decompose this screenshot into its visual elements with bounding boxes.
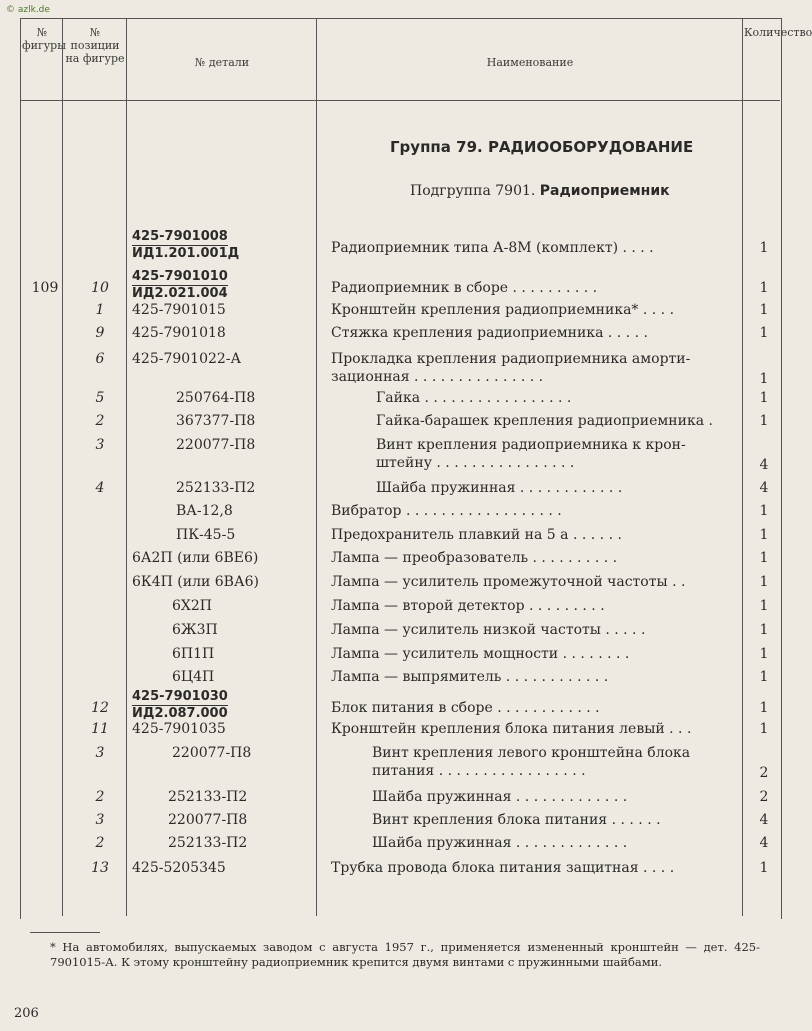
quantity: 2 bbox=[759, 765, 769, 781]
part-number: 6Ж3П bbox=[172, 622, 218, 638]
position-number: 2 bbox=[95, 789, 105, 805]
part-name: Гайка-барашек крепления радиоприемника . bbox=[376, 413, 713, 429]
part-name: Лампа — преобразователь . . . . . . . . . . bbox=[331, 550, 618, 566]
subgroup-name: Радиоприемник bbox=[539, 183, 670, 199]
part-name-continued: штейну . . . . . . . . . . . . . . . . bbox=[376, 455, 575, 471]
part-number: 367377-П8 bbox=[176, 413, 256, 429]
part-number: 6А2П (или 6ВЕ6) bbox=[132, 550, 259, 566]
part-number: 6П1П bbox=[172, 646, 215, 662]
quantity: 1 bbox=[759, 527, 769, 543]
position-number: 10 bbox=[91, 280, 109, 296]
part-name: Шайба пружинная . . . . . . . . . . . . . bbox=[372, 789, 628, 805]
footnote: * На автомобилях, выпускаемых заводом с августа 1957 г., применяется измененный кронштейн — дет. 425-7901015-А. К этому кронштейну радиоприемник крепится двумя винтами с пружинными шайбами. bbox=[50, 940, 760, 969]
part-number-alt: ИД2.087.000 bbox=[132, 706, 228, 721]
part-number: 6Х2П bbox=[172, 598, 212, 614]
position-number: 2 bbox=[95, 413, 105, 429]
part-number: 220077-П8 bbox=[172, 745, 252, 761]
position-number: 4 bbox=[95, 480, 105, 496]
footnote-rule bbox=[30, 932, 100, 933]
quantity: 4 bbox=[759, 457, 769, 473]
quantity: 1 bbox=[759, 302, 769, 318]
position-number: 3 bbox=[95, 437, 105, 453]
part-number: 425-7901030 bbox=[132, 689, 228, 704]
subgroup-title bbox=[410, 183, 670, 199]
quantity: 1 bbox=[759, 550, 769, 566]
quantity: 4 bbox=[759, 812, 769, 828]
position-number: 2 bbox=[95, 835, 105, 851]
part-name: Винт крепления левого кронштейна блока bbox=[372, 745, 691, 761]
position-number: 12 bbox=[91, 700, 109, 716]
part-number: 425-7901008 bbox=[132, 229, 228, 244]
part-number: 220077-П8 bbox=[168, 812, 248, 828]
column-divider bbox=[62, 18, 63, 916]
part-name: Трубка провода блока питания защитная . . . . bbox=[331, 860, 675, 876]
part-name: Лампа — выпрямитель . . . . . . . . . . . . bbox=[331, 669, 609, 685]
quantity: 4 bbox=[759, 480, 769, 496]
quantity: 1 bbox=[759, 860, 769, 876]
part-name: Винт крепления блока питания . . . . . . bbox=[372, 812, 661, 828]
quantity: 1 bbox=[759, 669, 769, 685]
part-number-alt: ИД1.201.001Д bbox=[132, 246, 240, 261]
header-fig: № фигуры bbox=[22, 26, 66, 52]
part-number: ПК-45-5 bbox=[176, 527, 236, 543]
part-number: 252133-П2 bbox=[168, 789, 248, 805]
part-number: 6К4П (или 6ВА6) bbox=[132, 574, 259, 590]
part-name: Винт крепления радиоприемника к крон- bbox=[376, 437, 686, 453]
quantity: 1 bbox=[759, 574, 769, 590]
header-rule bbox=[20, 100, 780, 101]
header-pos: № позиции на фигуре bbox=[65, 26, 125, 65]
position-number: 11 bbox=[91, 721, 109, 737]
part-name: Лампа — усилитель низкой частоты . . . . . bbox=[331, 622, 646, 638]
position-number: 6 bbox=[95, 351, 105, 367]
part-name-continued: зационная . . . . . . . . . . . . . . . bbox=[331, 369, 544, 385]
quantity: 4 bbox=[759, 835, 769, 851]
position-number: 13 bbox=[91, 860, 109, 876]
watermark: © azlk.de bbox=[6, 5, 50, 15]
quantity: 1 bbox=[759, 622, 769, 638]
quantity: 1 bbox=[759, 721, 769, 737]
header-qty: Количество bbox=[744, 26, 812, 39]
part-number: 425-7901022-А bbox=[132, 351, 242, 367]
column-divider bbox=[126, 18, 127, 916]
part-number: 425-7901010 bbox=[132, 269, 228, 284]
part-name: Блок питания в сборе . . . . . . . . . . . . bbox=[331, 700, 600, 716]
part-name: Лампа — второй детектор . . . . . . . . . bbox=[331, 598, 605, 614]
position-number: 9 bbox=[95, 325, 105, 341]
subgroup-prefix: Подгруппа 7901. bbox=[410, 183, 536, 199]
column-divider bbox=[742, 18, 743, 916]
part-number: 220077-П8 bbox=[176, 437, 256, 453]
quantity: 1 bbox=[759, 503, 769, 519]
header-name: Наименование bbox=[486, 56, 574, 69]
part-name: Лампа — усилитель промежуточной частоты . . bbox=[331, 574, 686, 590]
part-number: 252133-П2 bbox=[168, 835, 248, 851]
part-name: Шайба пружинная . . . . . . . . . . . . bbox=[376, 480, 623, 496]
part-name: Шайба пружинная . . . . . . . . . . . . . bbox=[372, 835, 628, 851]
part-name: Стяжка крепления радиоприемника . . . . . bbox=[331, 325, 648, 341]
part-number: 425-7901015 bbox=[132, 302, 226, 318]
quantity: 1 bbox=[759, 390, 769, 406]
page-number: 206 bbox=[14, 1006, 39, 1021]
part-name: Радиоприемник типа А-8М (комплект) . . . . bbox=[331, 240, 654, 256]
header-part: № детали bbox=[194, 56, 250, 69]
column-divider bbox=[316, 18, 317, 916]
quantity: 1 bbox=[759, 280, 769, 296]
quantity: 1 bbox=[759, 325, 769, 341]
part-number: 425-5205345 bbox=[132, 860, 226, 876]
part-name: Кронштейн крепления блока питания левый . . . bbox=[331, 721, 692, 737]
part-name: Лампа — усилитель мощности . . . . . . . . bbox=[331, 646, 630, 662]
group-title: Группа 79. РАДИООБОРУДОВАНИЕ bbox=[390, 138, 694, 156]
part-name: Прокладка крепления радиоприемника аморти- bbox=[331, 351, 691, 367]
quantity: 1 bbox=[759, 598, 769, 614]
part-number-alt: ИД2.021.004 bbox=[132, 286, 228, 301]
part-name: Гайка . . . . . . . . . . . . . . . . . bbox=[376, 390, 572, 406]
part-name-continued: питания . . . . . . . . . . . . . . . . . bbox=[372, 763, 586, 779]
quantity: 1 bbox=[759, 700, 769, 716]
quantity: 1 bbox=[759, 371, 769, 387]
position-number: 3 bbox=[95, 812, 105, 828]
quantity: 1 bbox=[759, 413, 769, 429]
part-number: ВА-12,8 bbox=[176, 503, 233, 519]
figure-number: 109 bbox=[31, 280, 59, 296]
part-name: Кронштейн крепления радиоприемника* . . . . bbox=[331, 302, 675, 318]
part-name: Предохранитель плавкий на 5 а . . . . . . bbox=[331, 527, 622, 543]
position-number: 1 bbox=[95, 302, 105, 318]
position-number: 5 bbox=[95, 390, 105, 406]
part-number: 252133-П2 bbox=[176, 480, 256, 496]
part-number: 6Ц4П bbox=[172, 669, 215, 685]
part-number: 425-7901035 bbox=[132, 721, 226, 737]
part-number: 425-7901018 bbox=[132, 325, 226, 341]
part-name: Вибратор . . . . . . . . . . . . . . . . . . bbox=[331, 503, 562, 519]
part-name: Радиоприемник в сборе . . . . . . . . . . bbox=[331, 280, 598, 296]
quantity: 2 bbox=[759, 789, 769, 805]
quantity: 1 bbox=[759, 240, 769, 256]
position-number: 3 bbox=[95, 745, 105, 761]
quantity: 1 bbox=[759, 646, 769, 662]
part-number: 250764-П8 bbox=[176, 390, 256, 406]
